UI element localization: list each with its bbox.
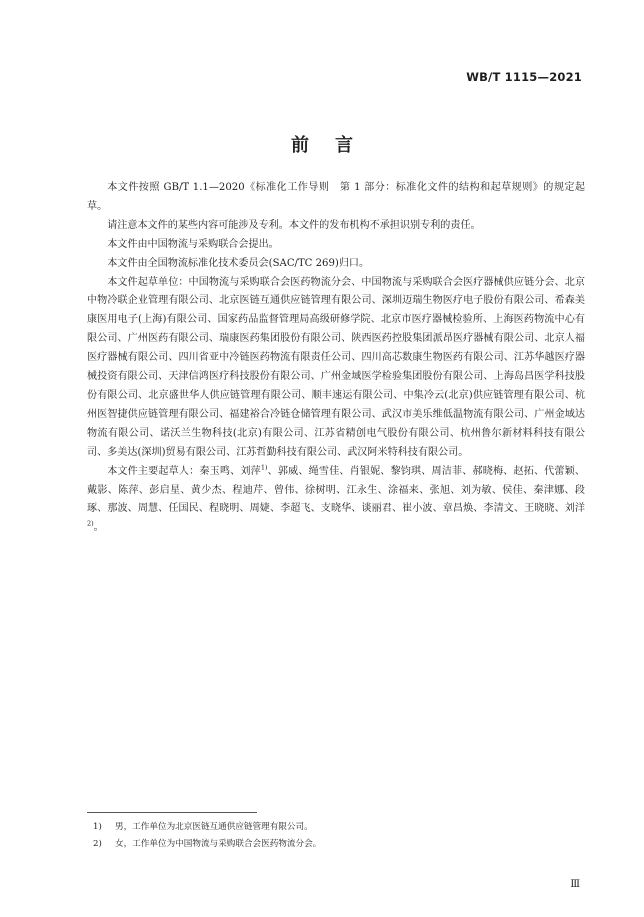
page-title: 前言 <box>291 135 379 156</box>
paragraph-committee: 本文件由全国物流标准化技术委员会(SAC/TC 269)归口。 <box>107 257 370 269</box>
drafters-text-end: 。 <box>93 522 104 534</box>
footnote-1 <box>87 819 585 836</box>
footnote-text: 女，工作单位为中国物流与采购联合会医药物流分会。 <box>115 839 322 849</box>
footnote-ref-2: 2) <box>87 519 94 528</box>
paragraph-patent-notice: 请注意本文件的某些内容可能涉及专利。本文件的发布机构不承担识别专利的责任。 <box>107 219 481 231</box>
drafters-text-start: 本文件主要起草人：秦玉鸣、刘萍 <box>107 465 261 477</box>
footnote-divider <box>87 812 257 813</box>
footnote-2 <box>87 836 585 853</box>
paragraph-drafting-rules: 本文件按照 GB/T 1.1—2020《标准化工作导则 第 1 部分：标准化文件的结构和起草规则》的规定起草。 <box>87 182 585 212</box>
footnote-text: 男，工作单位为北京医链互通供应链管理有限公司。 <box>115 822 313 832</box>
footnote-ref-1: 1) <box>260 463 268 472</box>
footnotes <box>87 819 585 853</box>
footnote-mark: 1) <box>93 822 102 832</box>
foreword-body <box>87 179 585 538</box>
paragraph-drafting-units: 本文件起草单位：中国物流与采购联合会医药物流分会、中国物流与采购联合会医疗器械供应链分会、北京中物冷联企业管理有限公司、北京医链互通供应链管理有限公司、深圳迈瑞生物医疗电子股份有限公司、希森美康医用电子(上海)有限公司、国家药品监督管理局高级研修学院、北京市医疗器械检验所、上海医药物流中心有限公司、广州医药有限公司、瑞康医药集团股份有限公司、陕西医药控股集团派昂医疗器械有限公司、北京人福医疗器械有限公司、四川省亚中冷链医药物流有限责任公司、四川高芯数康生物医药有限公司、江苏华越医疗器械投资有限公司、天津信鸿医疗科技股份有限公司、广州金域医学检验集团股份有限公司、上海岛昌医学科技股份有限公司、北京盛世华人供应链管理有限公司、顺丰速运有限公司、中集冷云(北京)供应链管理有限公司、杭州医智捷供应链管理有限公司、福建裕合冷链仓储管理有限公司、武汉市美乐维低温物流有限公司、广州金域达物流有限公司、诺沃兰生物科技(北京)有限公司、江苏省精创电气股份有限公司、杭州鲁尔新材料科技有限公司、多美达(深圳)贸易有限公司、江苏哲勤科技有限公司、武汉阿米特科技有限公司。 <box>87 276 585 458</box>
standard-number: WB/T 1115—2021 <box>466 70 582 84</box>
paragraph-drafters <box>87 463 585 539</box>
footnote-mark: 2) <box>93 839 102 849</box>
paragraph-proposer: 本文件由中国物流与采购联合会提出。 <box>107 238 279 250</box>
page-number: Ⅲ <box>570 879 580 890</box>
drafters-text-middle: 、郭威、绳雪佳、肖银妮、黎钧琪、周洁菲、郝晓梅、赵拓、代蕾颖、戴影、陈萍、彭启星、黄少杰、程迪芹、曾伟、徐树明、江永生、涂福来、张旭、刘为敏、侯佳、秦津娜、段琢、那波、周慧、任国民、程晓明、周婕、李超飞、支晓华、谈丽君、崔小波、章昌焕、李清文、王晓晓、刘洋 <box>87 465 586 515</box>
